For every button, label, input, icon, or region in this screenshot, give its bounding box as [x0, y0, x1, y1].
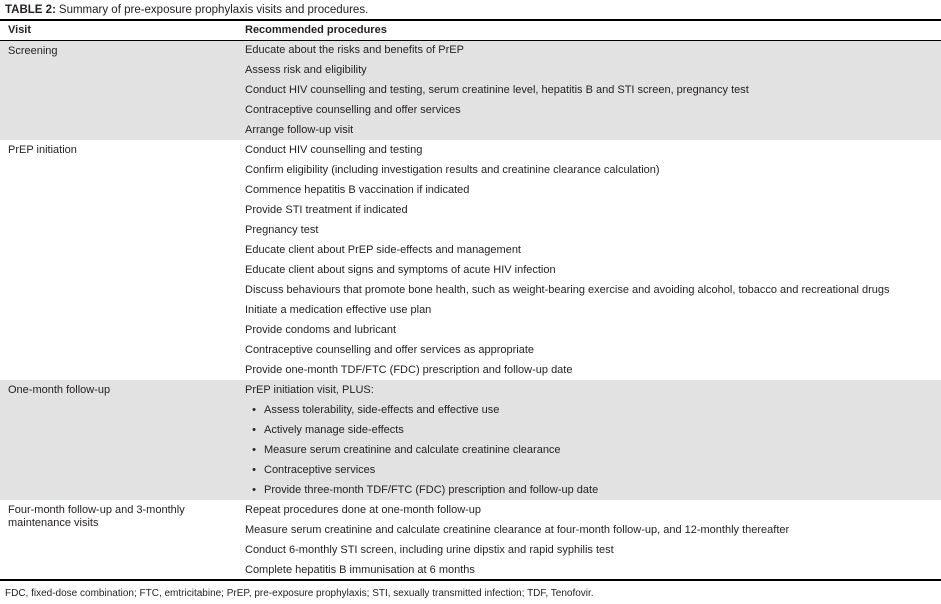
procedure-cell: [240, 420, 941, 440]
procedure-cell: Pregnancy test: [245, 224, 319, 236]
procedure-cell: Confirm eligibility (including investigation results and creatinine clearance calculation): [245, 164, 660, 176]
procedure-cell: Provide condoms and lubricant: [245, 324, 397, 336]
bullet-icon: •: [252, 444, 256, 456]
prep-visits-table: [0, 19, 941, 581]
visit-cell: One-month follow-up: [8, 384, 111, 396]
table-title: [0, 1, 941, 19]
procedure-cell: PrEP initiation visit, PLUS:: [245, 384, 374, 396]
column-header-procedures: Recommended procedures: [240, 20, 941, 40]
procedure-cell: [240, 460, 941, 480]
table-row: [0, 40, 941, 60]
procedure-cell: Discuss behaviours that promote bone health, such as weight-bearing exercise and avoiding alcohol, tobacco and recreational drugs: [245, 284, 890, 296]
procedure-cell: Arrange follow-up visit: [245, 124, 354, 136]
visit-cell: Four-month follow-up and 3-monthly maintenance visits: [8, 504, 185, 529]
table-header: [0, 20, 941, 40]
table-title-text: Summary of pre-exposure prophylaxis visits and procedures.: [58, 4, 369, 16]
procedure-cell: Conduct 6-monthly STI screen, including urine dipstix and rapid syphilis test: [245, 544, 614, 556]
procedure-text: Measure serum creatinine and calculate creatinine clearance: [264, 444, 561, 456]
visit-cell: Screening: [8, 44, 58, 57]
procedure-cell: Educate about the risks and benefits of PrEP: [245, 44, 464, 57]
procedure-text: Actively manage side-effects: [264, 424, 404, 436]
table-row: [0, 500, 941, 520]
table-title-label: TABLE 2:: [5, 4, 56, 16]
section-four-month-follow-up: [0, 500, 941, 580]
procedure-cell: Educate client about signs and symptoms of acute HIV infection: [245, 264, 556, 276]
procedure-cell: Contraceptive counselling and offer services: [245, 104, 461, 116]
table-row: [0, 380, 941, 400]
section-screening: [0, 40, 941, 140]
bullet-icon: •: [252, 404, 256, 416]
procedure-cell: Commence hepatitis B vaccination if indicated: [245, 184, 470, 196]
header-row: [0, 20, 941, 40]
procedure-cell: Assess risk and eligibility: [245, 64, 367, 76]
column-header-visit: Visit: [0, 20, 240, 40]
procedure-cell: Conduct HIV counselling and testing, serum creatinine level, hepatitis B and STI screen, pregnancy test: [245, 84, 749, 96]
procedure-cell: Initiate a medication effective use plan: [245, 304, 432, 316]
procedure-cell: Conduct HIV counselling and testing: [245, 144, 423, 156]
section-one-month-follow-up: [0, 380, 941, 500]
procedure-cell: Complete hepatitis B immunisation at 6 months: [245, 563, 475, 576]
procedure-text: Provide three-month TDF/FTC (FDC) prescription and follow-up date: [264, 484, 599, 496]
procedure-cell: Repeat procedures done at one-month follow-up: [245, 504, 482, 516]
procedure-cell: Measure serum creatinine and calculate creatinine clearance at four-month follow-up, and 12-monthly thereafter: [245, 524, 790, 536]
table-row: [0, 140, 941, 160]
bullet-icon: •: [252, 424, 256, 436]
visit-cell: PrEP initiation: [8, 144, 77, 156]
table-footnote: FDC, fixed-dose combination; FTC, emtricitabine; PrEP, pre-exposure prophylaxis; STI, sexually transmitted infection; TDF, Tenofovir.: [0, 581, 941, 604]
bullet-icon: •: [252, 464, 256, 476]
procedure-cell: [240, 440, 941, 460]
procedure-cell: Contraceptive counselling and offer services as appropriate: [245, 344, 535, 356]
bullet-icon: •: [252, 484, 256, 496]
procedure-text: Contraceptive services: [264, 464, 376, 476]
procedure-text: Assess tolerability, side-effects and effective use: [264, 404, 500, 416]
section-prep-initiation: [0, 140, 941, 380]
procedure-cell: [240, 400, 941, 420]
procedure-cell: [240, 480, 941, 500]
procedure-cell: Provide one-month TDF/FTC (FDC) prescription and follow-up date: [245, 364, 573, 376]
procedure-cell: Provide STI treatment if indicated: [245, 204, 408, 216]
procedure-cell: Educate client about PrEP side-effects and management: [245, 244, 521, 256]
